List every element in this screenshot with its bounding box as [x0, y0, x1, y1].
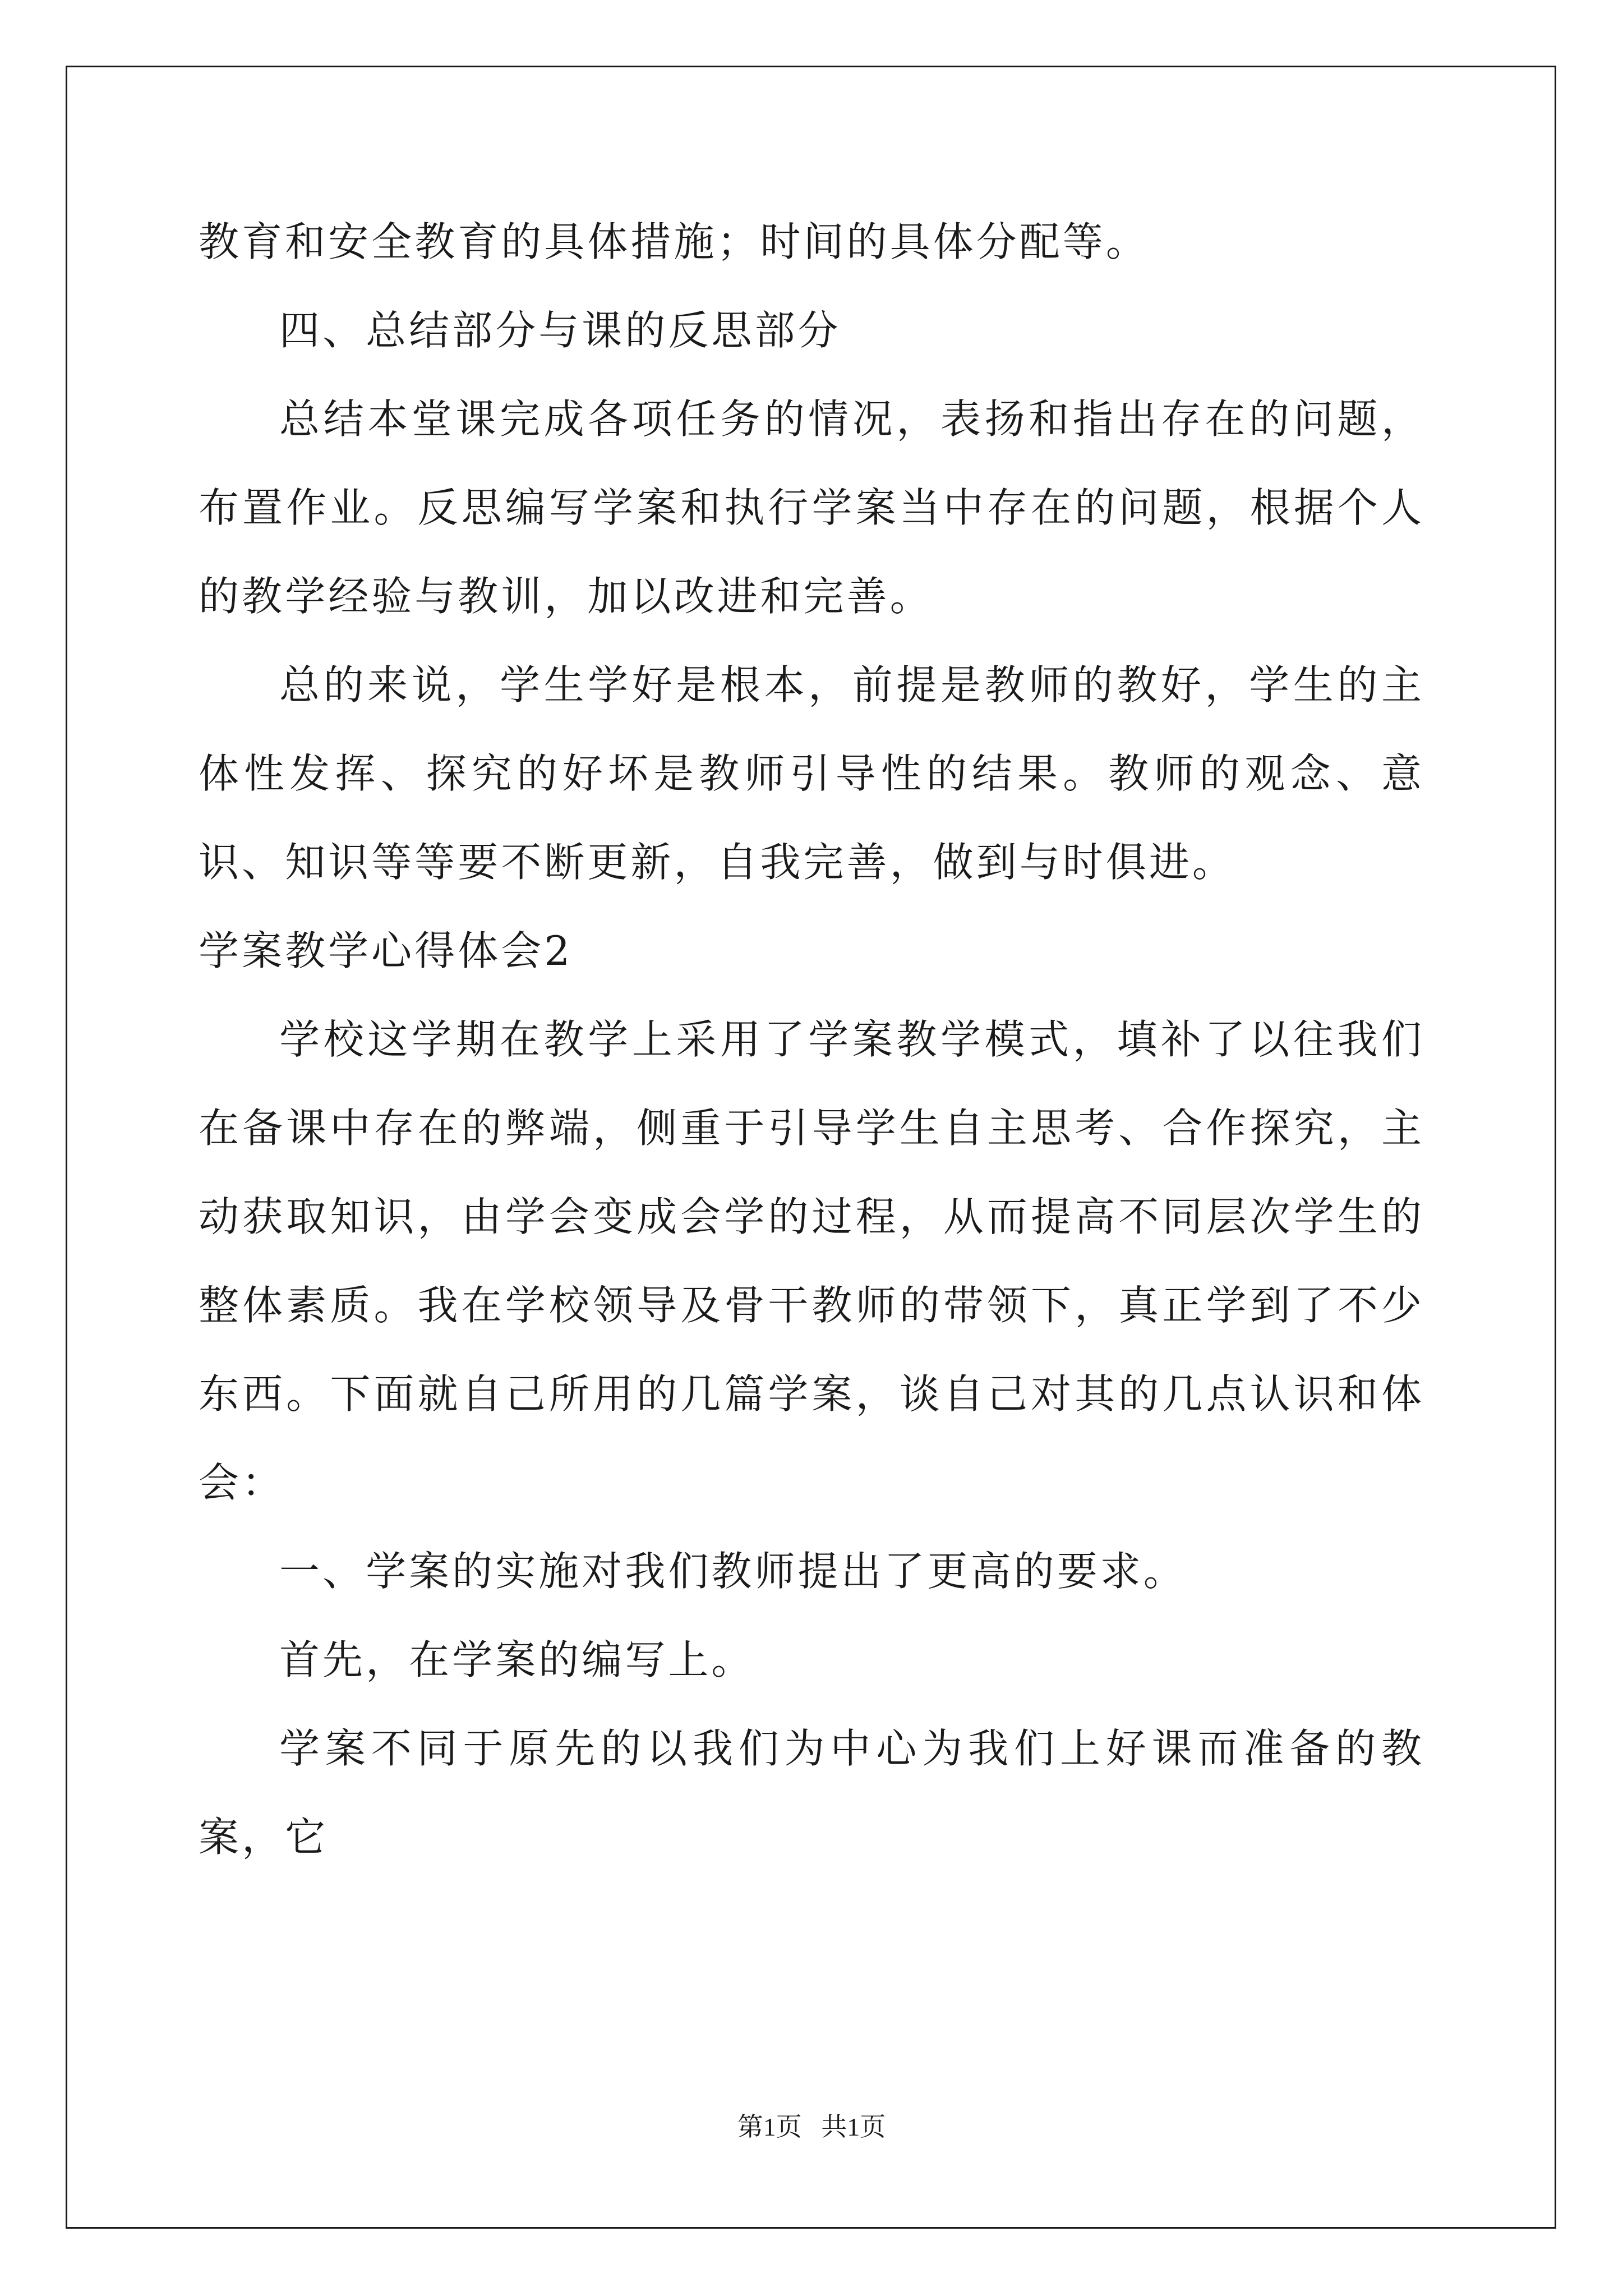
paragraph-6-section-heading: 一、学案的实施对我们教师提出了更高的要求。 [279, 1548, 1187, 1595]
article-heading: 学案教学心得体会2 [199, 927, 573, 974]
paragraph-3: 总的来说，学生学好是根本，前提是教师的教好，学生的主体性发挥、探究的好坏是教师引导性的结果。教师的观念、意识、知识等等要不断更新，自我完善，做到与时俱进。 [199, 661, 1424, 886]
paragraph-0: 教育和安全教育的具体措施；时间的具体分配等。 [199, 218, 1149, 265]
paragraph-7: 首先，在学案的编写上。 [279, 1636, 755, 1683]
page-number-footer: 第1页 共1页 [737, 2113, 886, 2141]
paragraph-1-section-heading: 四、总结部分与课的反思部分 [279, 307, 841, 354]
document-body [199, 197, 1424, 1881]
paragraph-5: 学校这学期在教学上采用了学案教学模式，填补了以往我们在备课中存在的弊端，侧重于引导学生自主思考、合作探究，主动获取知识，由学会变成会学的过程，从而提高不同层次学生的整体素质。我在学校领导及骨干教师的带领下，真正学到了不少东西。下面就自己所用的几篇学案，谈自己对其的几点认识和体会： [199, 1016, 1424, 1506]
paragraph-8: 学案不同于原先的以我们为中心为我们上好课而准备的教案，它 [199, 1725, 1424, 1861]
paragraph-2: 总结本堂课完成各项任务的情况，表扬和指出存在的问题，布置作业。反思编写学案和执行学案当中存在的问题，根据个人的教学经验与教训，加以改进和完善。 [199, 395, 1424, 620]
